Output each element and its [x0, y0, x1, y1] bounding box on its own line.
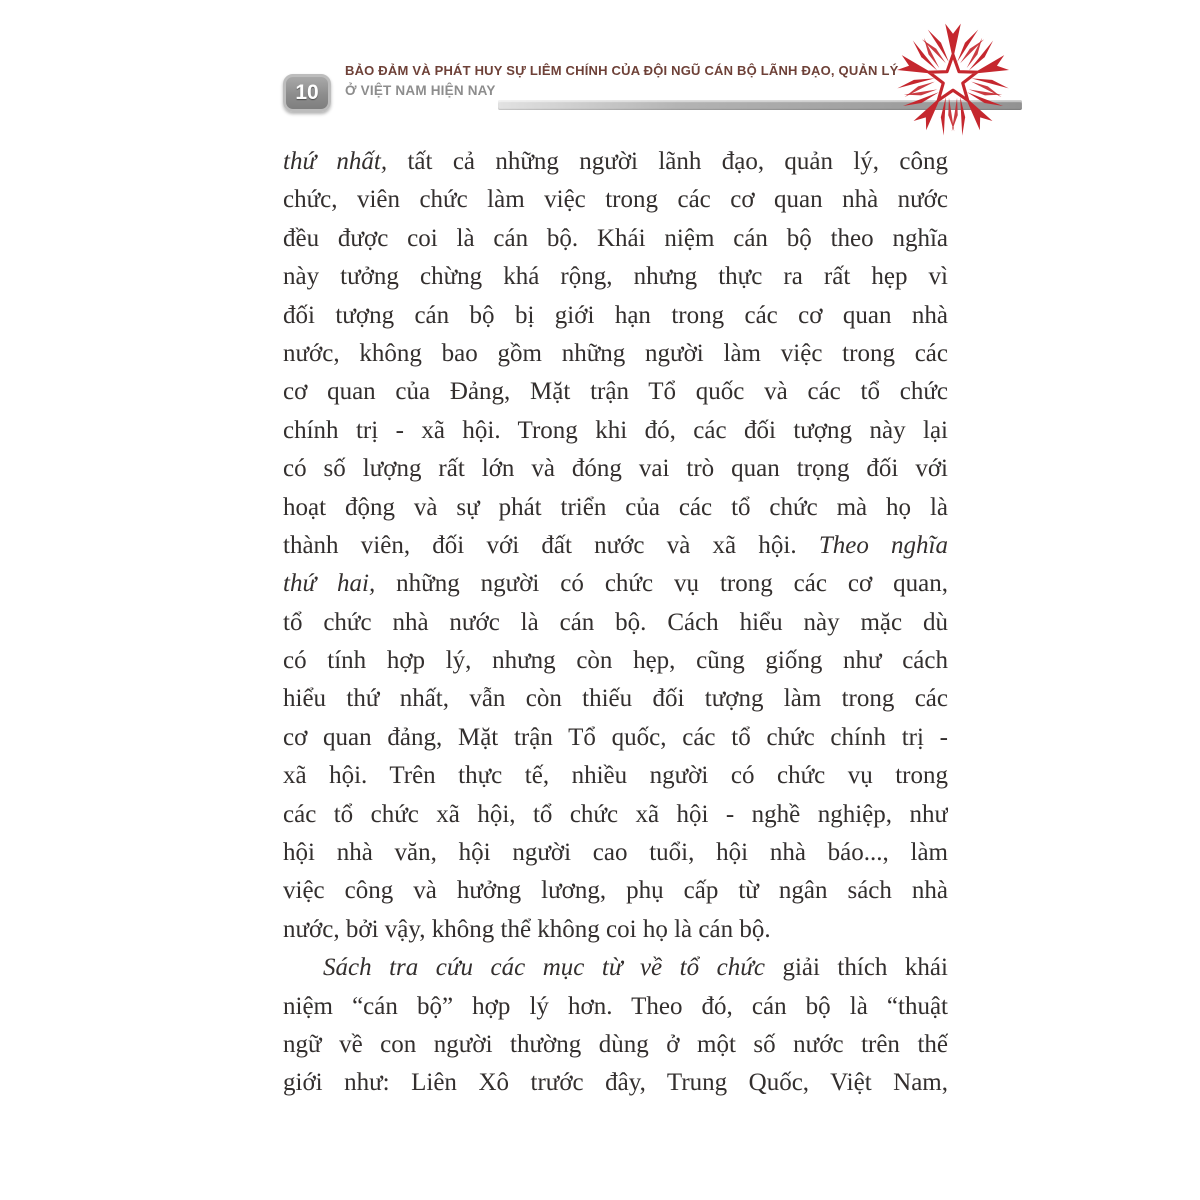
- italic-text-segment: thứ nhất,: [283, 148, 388, 175]
- italic-text-segment: Theo nghĩa: [818, 531, 948, 559]
- text-segment: giới như: Liên Xô trước đây, Trung Quốc, Việt Nam,: [283, 1069, 948, 1097]
- text-segment: niệm “cán bộ” hợp lý hơn. Theo đó, cán bộ là “thuật: [283, 992, 948, 1020]
- text-segment: nước, không bao gồm những người làm việc trong các: [283, 339, 948, 367]
- text-line: [283, 527, 948, 565]
- text-line: [283, 450, 948, 488]
- book-title-line1: BẢO ĐẢM VÀ PHÁT HUY SỰ LIÊM CHÍNH CỦA ĐỘI NGŨ CÁN BỘ LÃNH ĐẠO, QUẢN LÝ: [345, 63, 899, 78]
- text-line: [283, 680, 948, 718]
- text-line: [283, 911, 948, 949]
- text-line: [283, 181, 948, 219]
- page-number-badge: [283, 74, 331, 112]
- publisher-star-logo-icon: [890, 20, 1016, 140]
- text-segment: những người có chức vụ trong các cơ quan,: [375, 570, 948, 598]
- text-segment: chức, viên chức làm việc trong các cơ quan nhà nước: [283, 186, 948, 214]
- running-header: [345, 61, 898, 101]
- text-segment: giải thích khái: [764, 954, 948, 982]
- text-segment: có số lượng rất lớn và đóng vai trò quan trọng đối với: [283, 455, 948, 483]
- text-line: [283, 412, 948, 450]
- text-segment: đều được coi là cán bộ. Khái niệm cán bộ theo nghĩa: [283, 224, 948, 252]
- text-line: [283, 604, 948, 642]
- text-line: [283, 796, 948, 834]
- text-segment: có tính hợp lý, nhưng còn hẹp, cũng giống như cách: [283, 647, 948, 675]
- text-segment: này tưởng chừng khá rộng, nhưng thực ra rất hẹp vì: [283, 263, 948, 291]
- text-line: [283, 220, 948, 258]
- body-text: [283, 143, 948, 1103]
- text-segment: cơ quan đảng, Mặt trận Tổ quốc, các tổ chức chính trị -: [283, 723, 948, 751]
- text-line: [283, 988, 948, 1026]
- text-segment: đối tượng cán bộ bị giới hạn trong các cơ quan nhà: [283, 301, 948, 329]
- text-line: [283, 1026, 948, 1064]
- text-segment: tổ chức nhà nước là cán bộ. Cách hiểu này mặc dù: [283, 608, 948, 636]
- text-segment: cơ quan của Đảng, Mặt trận Tổ quốc và các tổ chức: [283, 378, 948, 406]
- text-segment: hiểu thứ nhất, vẫn còn thiếu đối tượng làm trong các: [283, 685, 948, 713]
- text-segment: nước, bởi vậy, không thể không coi họ là cán bộ.: [283, 915, 771, 943]
- text-segment: việc công và hưởng lương, phụ cấp từ ngân sách nhà: [283, 877, 948, 905]
- page-number: 10: [295, 81, 319, 104]
- text-segment: các tổ chức xã hội, tổ chức xã hội - nghề nghiệp, như: [283, 800, 948, 828]
- text-line: [283, 1064, 948, 1102]
- text-line: [283, 335, 948, 373]
- text-segment: xã hội. Trên thực tế, nhiều người có chức vụ trong: [283, 762, 948, 790]
- italic-text-segment: Sách tra cứu các mục từ về tổ chức: [323, 954, 765, 982]
- text-line: [283, 872, 948, 910]
- text-segment: tất cả những người lãnh đạo, quản lý, công: [387, 148, 948, 175]
- italic-text-segment: thứ hai,: [283, 570, 376, 598]
- text-line: [283, 373, 948, 411]
- text-line: [283, 297, 948, 335]
- text-segment: hội nhà văn, hội người cao tuổi, hội nhà báo..., làm: [283, 839, 948, 867]
- text-segment: chính trị - xã hội. Trong khi đó, các đối tượng này lại: [283, 416, 948, 444]
- text-segment: ngữ về con người thường dùng ở một số nước trên thế: [283, 1030, 948, 1058]
- text-line: [283, 258, 948, 296]
- text-line: [283, 757, 948, 795]
- text-line: [283, 949, 948, 987]
- text-segment: hoạt động và sự phát triển của các tổ chức mà họ là: [283, 493, 948, 521]
- text-line: [283, 143, 948, 181]
- book-title-line2: Ở VIỆT NAM HIỆN NAY: [345, 83, 496, 98]
- text-line: [283, 834, 948, 872]
- text-line: [283, 489, 948, 527]
- text-line: [283, 642, 948, 680]
- text-line: [283, 719, 948, 757]
- text-segment: thành viên, đối với đất nước và xã hội.: [283, 531, 819, 559]
- text-line: [283, 565, 948, 603]
